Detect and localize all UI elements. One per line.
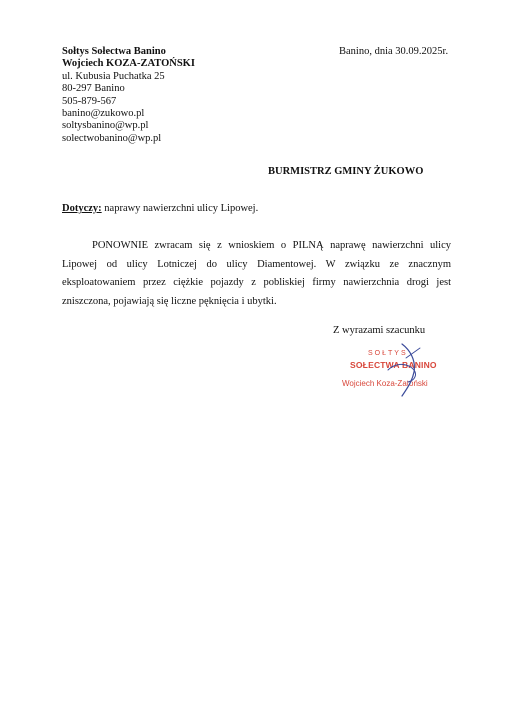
sender-phone: 505-879-567 <box>62 95 117 107</box>
closing-phrase: Z wyrazami szacunku <box>333 325 426 336</box>
sender-street: ul. Kubusia Puchatka 25 <box>62 70 165 82</box>
handwritten-signature <box>332 340 444 402</box>
letter-body: PONOWNIE zwracam się z wnioskiem o PILNĄ naprawę nawierzchni ulicy Lipowej od ulicy Lotniczej do ulicy Diamentowej. W związku ze znacznym eksploatowaniem przez ciężkie pojazdy z pobliskiej firmy nawierzchnia drogi jest zniszczona, pojawiają się liczne pęknięcia i ubytki. <box>62 240 451 307</box>
sender-email-2: soltysbanino@wp.pl <box>62 120 149 132</box>
sender-name-line1: Sołtys Sołectwa Banino <box>62 46 166 57</box>
place-date: Banino, dnia 30.09.2025r. <box>339 46 449 57</box>
sender-email-3: solectwobanino@wp.pl <box>62 132 162 144</box>
sender-name-line2: Wojciech KOZA-ZATOŃSKI <box>62 58 195 70</box>
subject-text: naprawy nawierzchni ulicy Lipowej. <box>101 203 259 214</box>
recipient: BURMISTRZ GMINY ŻUKOWO <box>268 166 424 177</box>
sender-postal: 80-297 Banino <box>62 83 125 95</box>
official-stamp <box>332 340 444 402</box>
stamp-line-1: SOŁTYS <box>368 350 408 357</box>
sender-email-1: banino@zukowo.pl <box>62 108 145 120</box>
subject-label: Dotyczy: <box>62 203 102 214</box>
sender-block <box>62 46 195 145</box>
stamp-line-2: SOŁECTWA BANINO <box>350 360 437 370</box>
stamp-line-3: Wojciech Koza-Zatoński <box>342 379 428 388</box>
subject-line <box>62 203 258 214</box>
